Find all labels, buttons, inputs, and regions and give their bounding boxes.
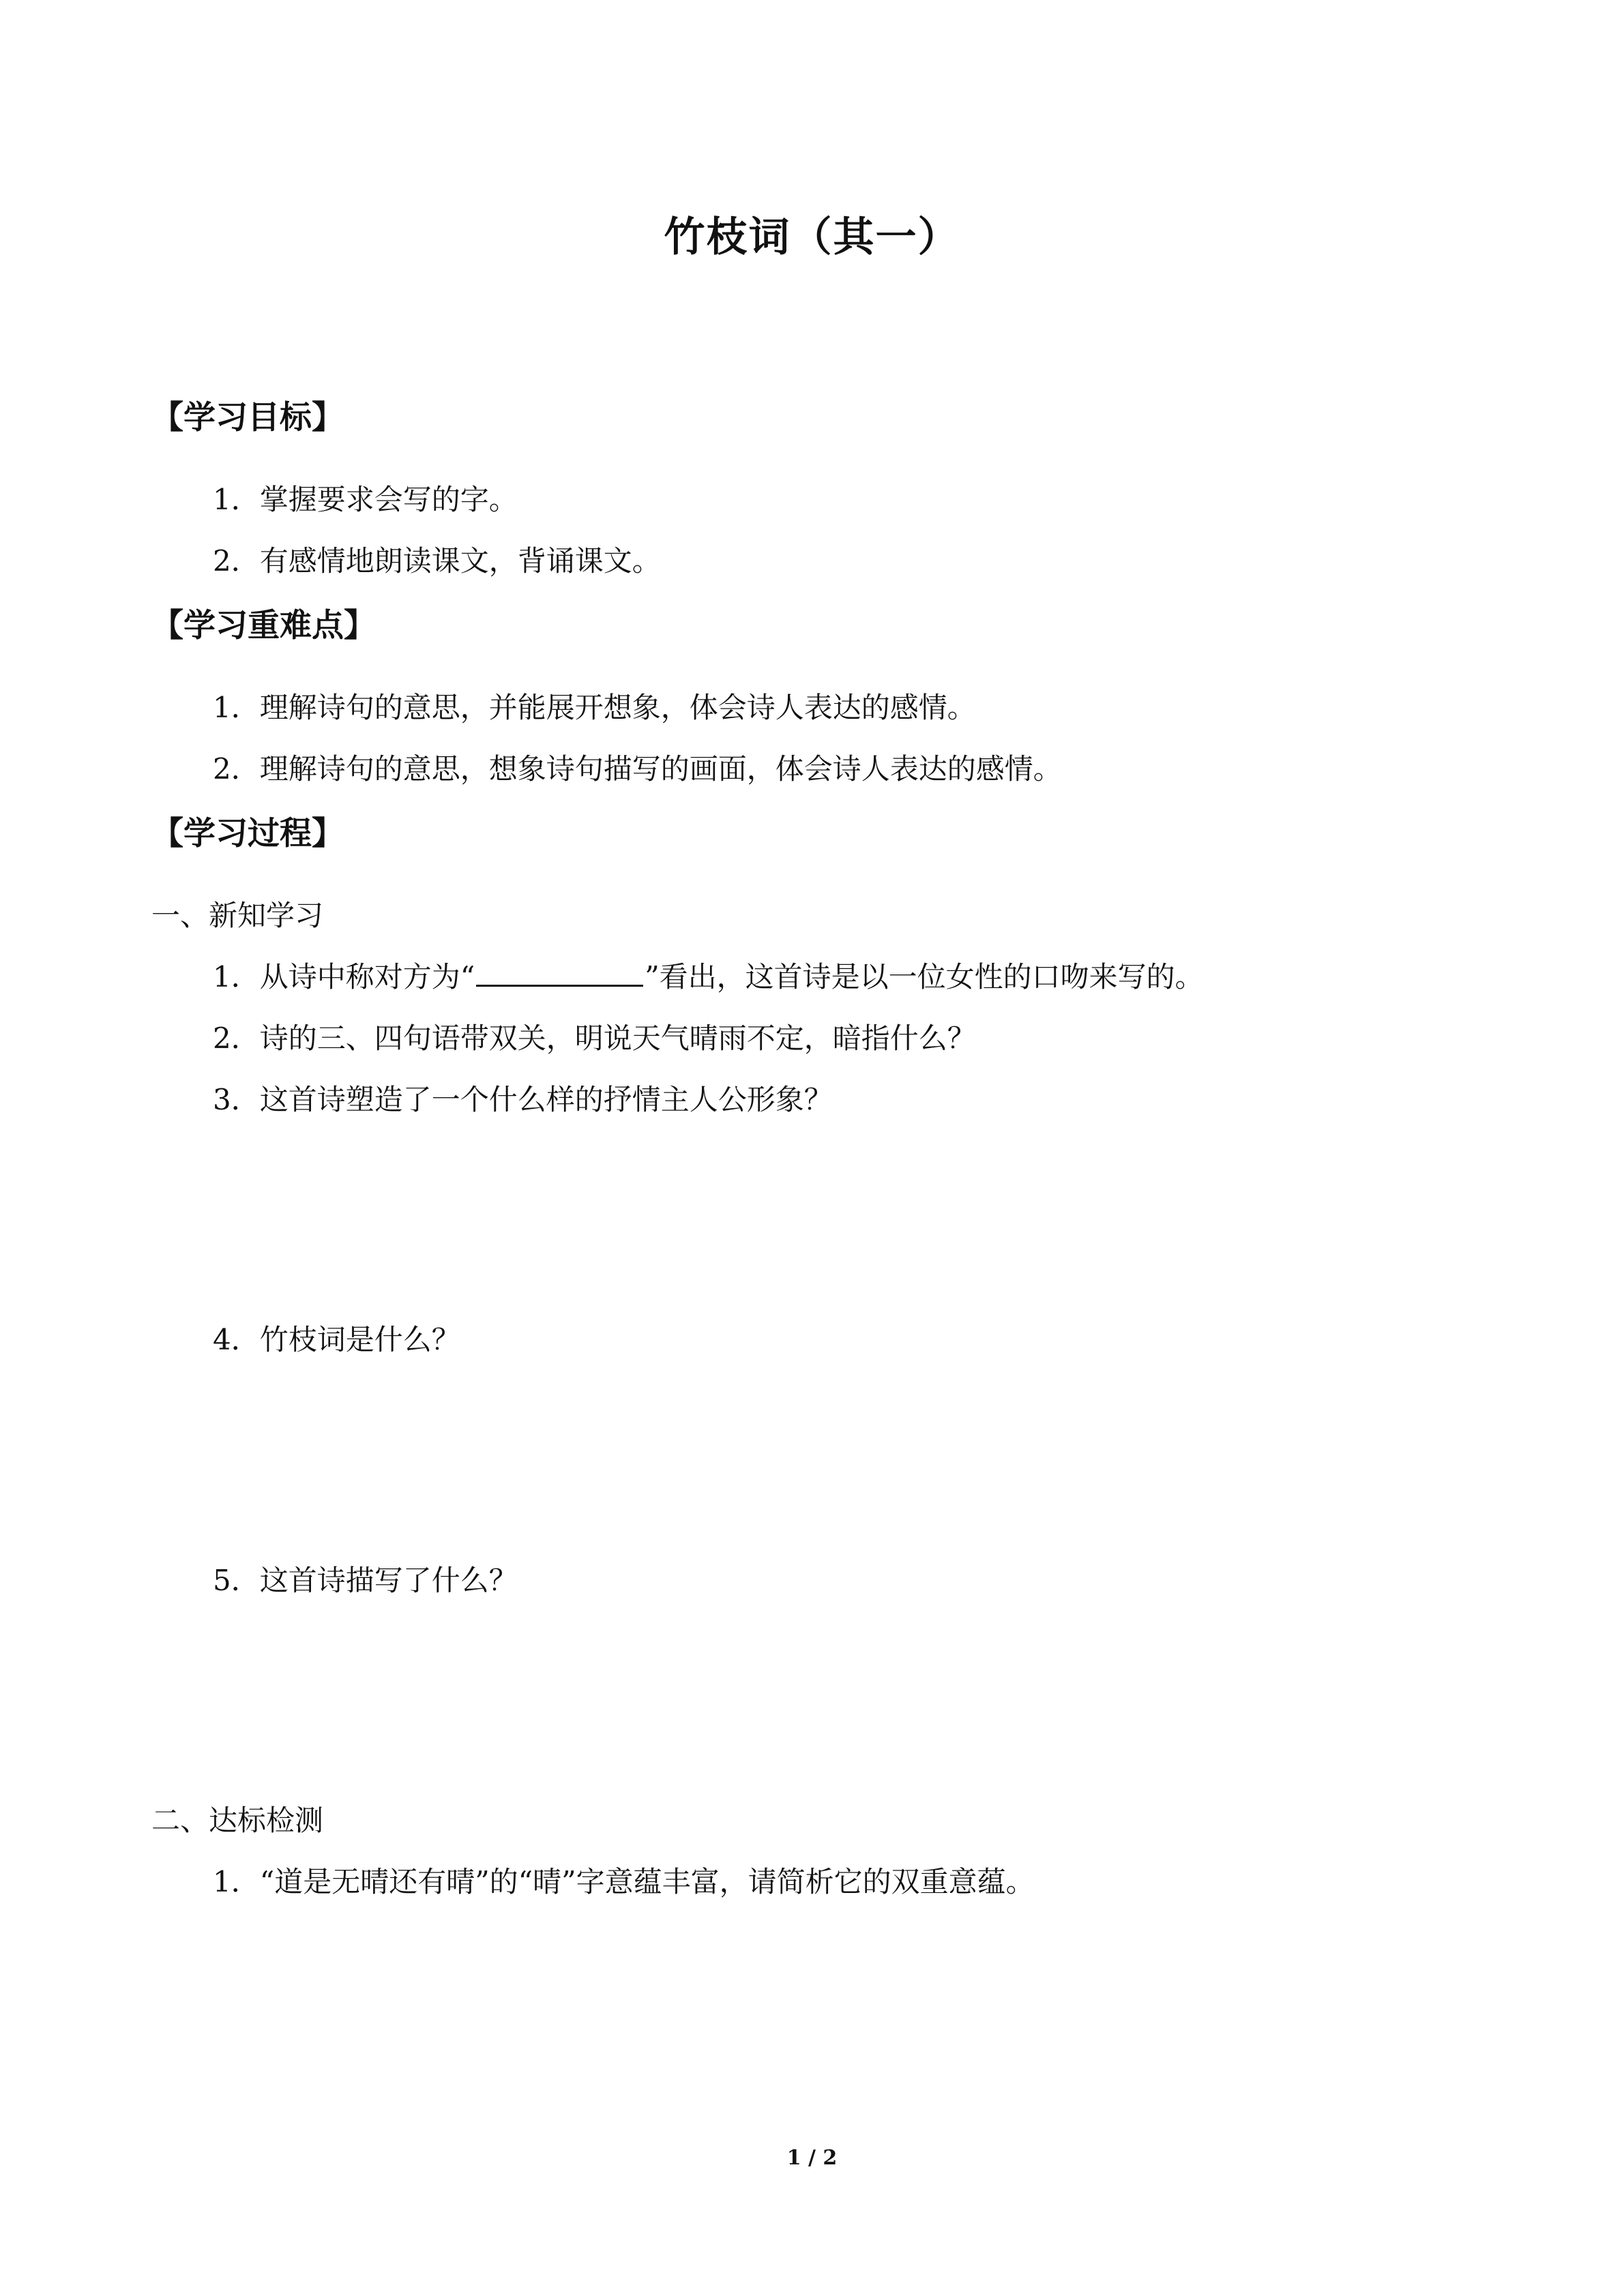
question-4: 4．竹枝词是什么？: [213, 1323, 460, 1356]
question-1-prefix: 1．从诗中称对方为“: [213, 960, 475, 994]
goal-item-1: 1．掌握要求会写的字。: [213, 483, 518, 516]
question-2: 2．诗的三、四句语带双关，明说天气晴雨不定，暗指什么？: [213, 1022, 976, 1055]
goal-item-2: 2．有感情地朗读课文，背诵课文。: [213, 544, 661, 578]
page-number: 1 / 2: [786, 2146, 838, 2170]
question-1-suffix: ”看出，这首诗是以一位女性的口吻来写的。: [645, 960, 1204, 994]
question-3: 3．这首诗塑造了一个什么样的抒情主人公形象？: [213, 1083, 833, 1116]
question-1: [213, 955, 1204, 996]
heading-process: 【学习过程】: [151, 815, 344, 852]
part1-title: 一、新知学习: [151, 899, 324, 932]
fill-in-blank[interactable]: [476, 957, 643, 987]
difficulty-item-2: 2．理解诗句的意思，想象诗句描写的画面，体会诗人表达的感情。: [213, 752, 1062, 786]
heading-goals: 【学习目标】: [151, 399, 344, 436]
part2-title: 二、达标检测: [151, 1804, 324, 1837]
heading-difficulties: 【学习重难点】: [151, 607, 376, 644]
difficulty-item-1: 1．理解诗句的意思，并能展开想象，体会诗人表达的感情。: [213, 691, 976, 724]
page-title: 竹枝词（其一）: [664, 213, 960, 261]
question-5: 5．这首诗描写了什么？: [213, 1564, 518, 1597]
check-question-1: 1．“道是无晴还有晴”的“晴”字意蕴丰富，请简析它的双重意蕴。: [213, 1865, 1035, 1898]
